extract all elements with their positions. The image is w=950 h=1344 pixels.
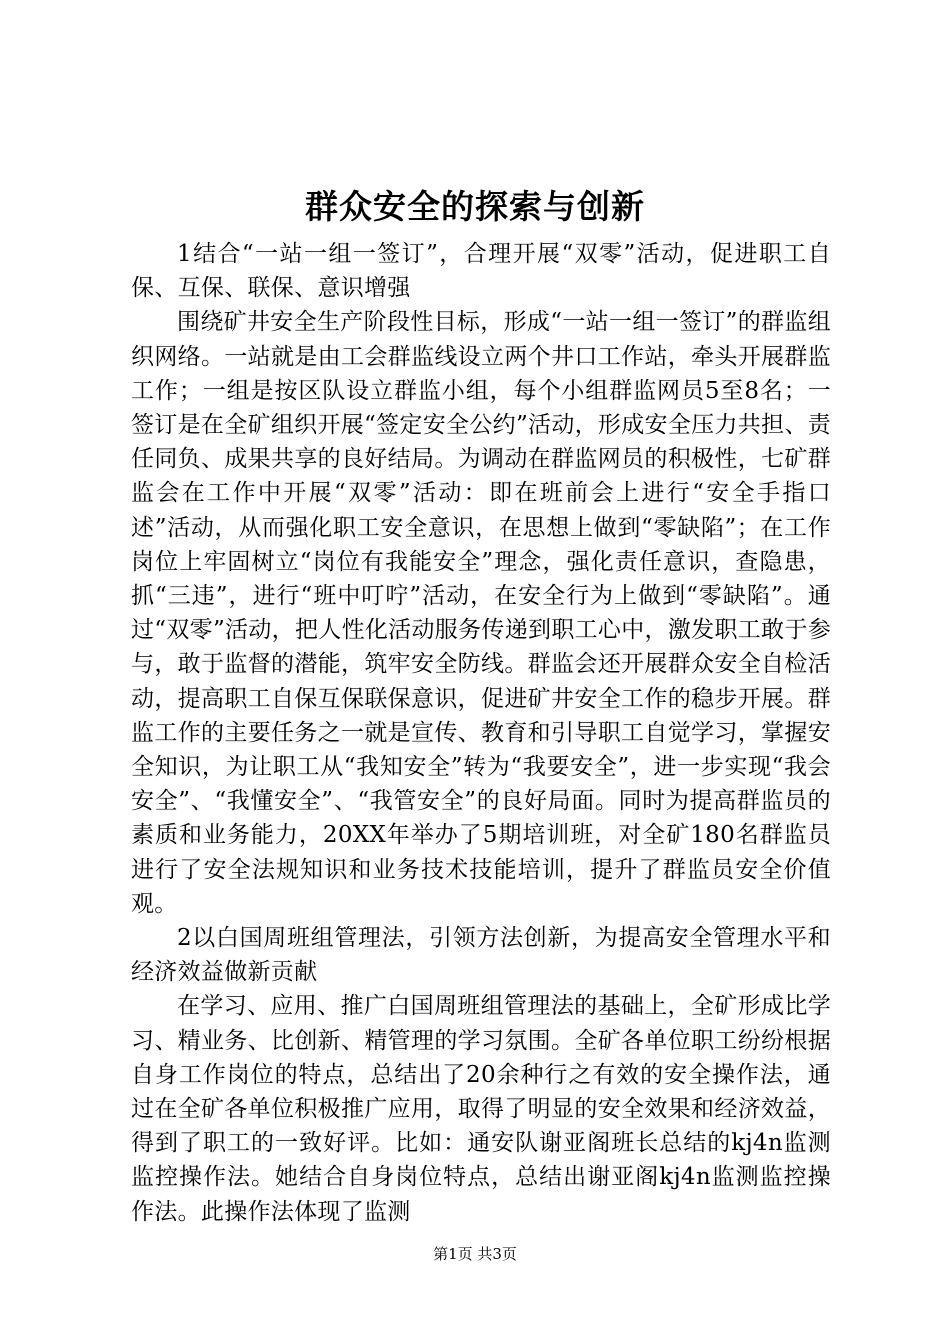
paragraph-1: 1结合“一站一组一签订”，合理开展“双零”活动，促进职工自保、互保、联保、意识增强 <box>131 241 831 302</box>
page-footer: 第1页 共3页 <box>433 1245 517 1263</box>
paragraph-3: 2以白国周班组管理法，引领方法创新，为提高安全管理水平和经济效益做新贡献 <box>131 925 831 986</box>
paragraph-4: 在学习、应用、推广白国周班组管理法的基础上，全矿形成比学习、精业务、比创新、精管理的学习氛围。全矿各单位职工纷纷根据自身工作岗位的特点，总结出了20余种行之有效的安全操作法，通过在全矿各单位积极推广应用，取得了明显的安全效果和经济效益，得到了职工的一致好评。比如：通安队谢亚阁班长总结的kj4n监测监控操作法。她结合自身岗位特点，总结出谢亚阁kj4n监测监控操作法。此操作法体现了监测 <box>131 993 831 1225</box>
document-body <box>131 237 831 1229</box>
paragraph-2: 围绕矿井安全生产阶段性目标，形成“一站一组一签订”的群监组织网络。一站就是由工会群监线设立两个井口工作站，牵头开展群监工作；一组是按区队设立群监小组，每个小组群监网员5至8名；一签订是在全矿组织开展“签定安全公约”活动，形成安全压力共担、责任同负、成果共享的良好结局。为调动在群监网员的积极性，七矿群监会在工作中开展“双零”活动：即在班前会上进行“安全手指口述”活动，从而强化职工安全意识，在思想上做到“零缺陷”；在工作岗位上牢固树立“岗位有我能安全”理念，强化责任意识，查隐患，抓“三违”，进行“班中叮咛”活动，在安全行为上做到“零缺陷”。通过“双零”活动，把人性化活动服务传递到职工心中，激发职工敢于参与，敢于监督的潜能，筑牢安全防线。群监会还开展群众安全自检活动，提高职工自保互保联保意识，促进矿井安全工作的稳步开展。群监工作的主要任务之一就是宣传、教育和引导职工自觉学习，掌握安全知识，为让职工从“我知安全”转为“我要安全”，进一步实现“我会安全”、“我懂安全”、“我管安全”的良好局面。同时为提高群监员的素质和业务能力，20XX年举办了5期培训班，对全矿180名群监员进行了安全法规知识和业务技术技能培训，提升了群监员安全价值观。 <box>131 309 831 917</box>
document-title: 群众安全的探索与创新 <box>305 187 645 226</box>
